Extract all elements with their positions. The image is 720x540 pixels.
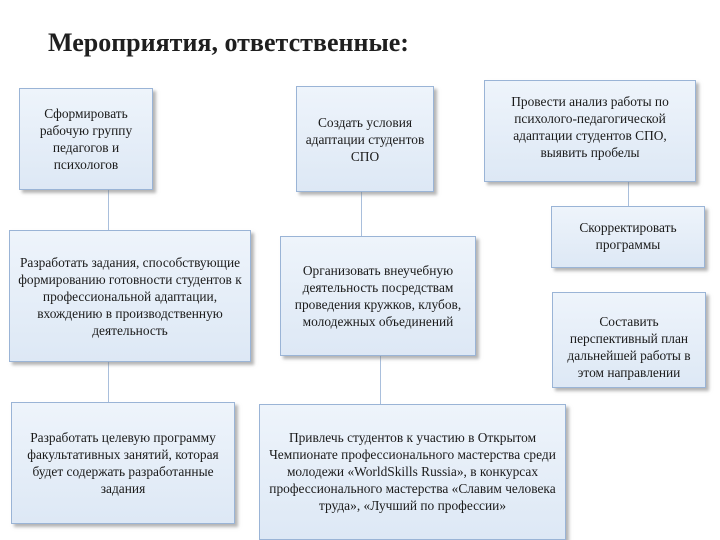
task-text: Привлечь студентов к участию в Открытом Чемпионате профессионального мастерства среди молодежи «WorldSkills Russia», в конкурсах профессионального мастерства «Славим человека труда», «Лучший по профессии»	[269, 429, 556, 513]
task-box-target-program	[11, 402, 235, 524]
task-box-adjust-programs	[551, 206, 705, 268]
task-text: Сформировать рабочую группу педагогов и психологов	[39, 106, 133, 172]
task-text: Скорректировать программы	[579, 220, 677, 252]
task-box-analysis	[484, 80, 696, 182]
connector-line-col1-b	[108, 362, 109, 402]
task-box-extracurricular	[280, 236, 476, 356]
task-box-develop-assignments	[9, 230, 251, 362]
task-box-adaptation-conditions	[296, 86, 434, 192]
task-text: Разработать задания, способствующие формированию готовности студентов к профессиональной адаптации, вхождению в производственную деятельность	[18, 254, 242, 338]
task-box-working-group	[19, 88, 153, 190]
task-text: Провести анализ работы по психолого-педагогической адаптации студентов СПО, выявить пробелы	[511, 94, 669, 160]
connector-line-col1-a	[108, 190, 109, 230]
task-text: Разработать целевую программу факультативных занятий, которая будет содержать разработанные задания	[27, 430, 219, 496]
task-text: Составить перспективный план дальнейшей работы в этом направлении	[567, 314, 691, 380]
connector-line-col2-a	[361, 192, 362, 236]
page-title: Мероприятия, ответственные:	[48, 28, 409, 57]
connector-line-col3-a	[628, 182, 629, 206]
connector-line-col2-b	[380, 356, 381, 404]
task-box-worldskills	[259, 404, 566, 540]
task-box-perspective-plan	[552, 292, 706, 388]
task-text: Создать условия адаптации студентов СПО	[305, 114, 425, 164]
task-text: Организовать внеучебную деятельность посредствам проведения кружков, клубов, молодежных объединений	[294, 263, 462, 329]
